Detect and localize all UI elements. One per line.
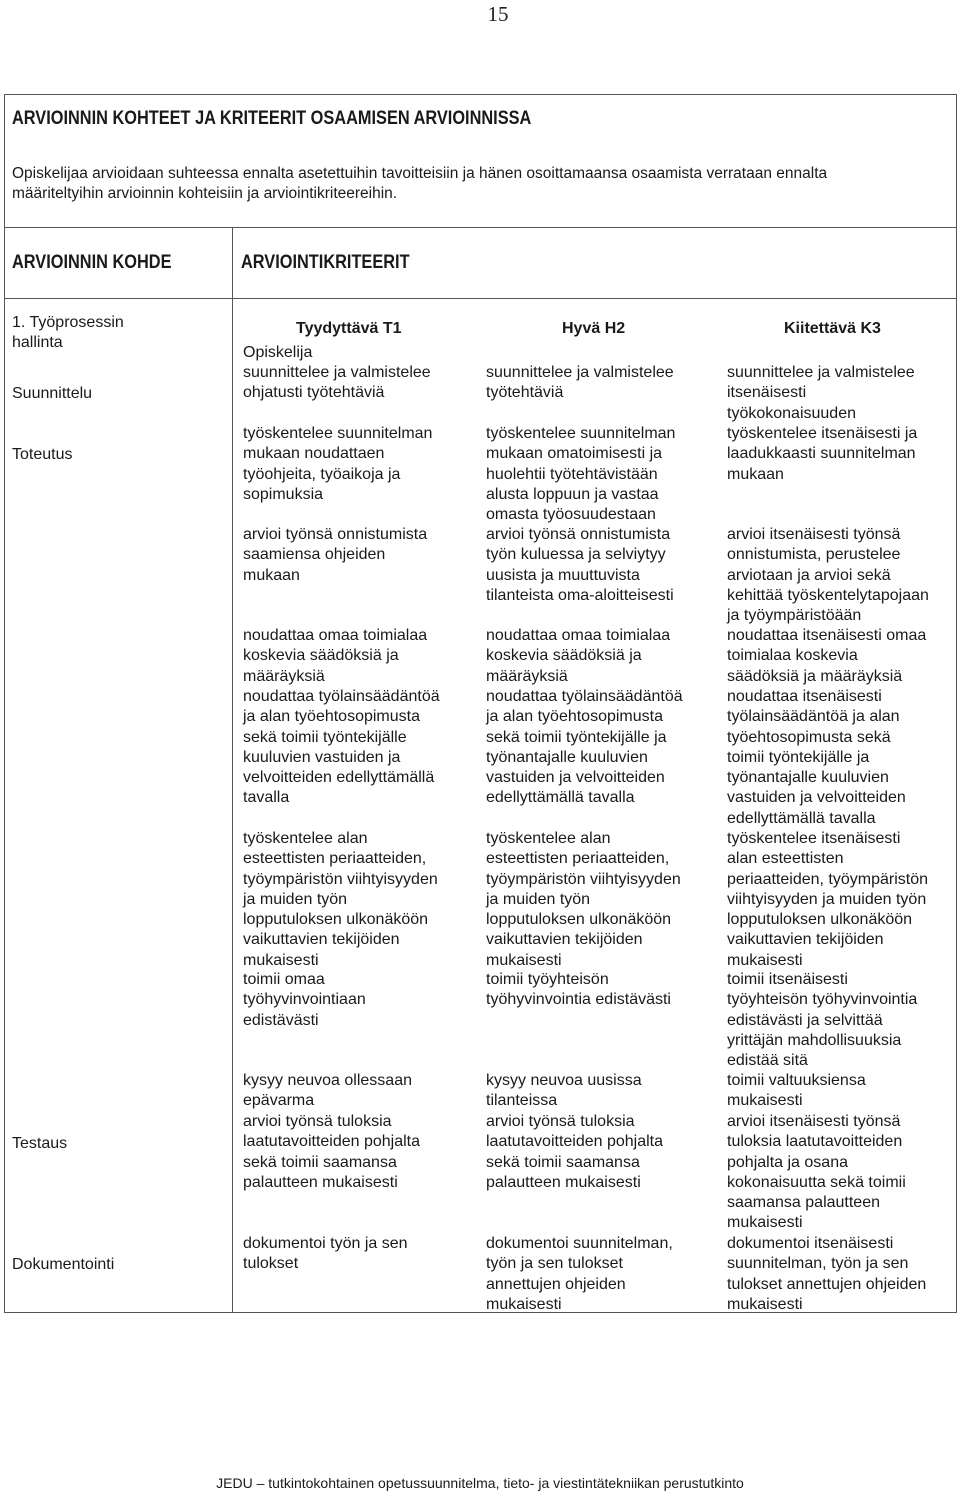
k3-wellbeing: toimii itsenäisesti työyhteisön työhyvinvointia edistävästi ja selvittää yrittäjän mahdollisuuksia edistää sitä xyxy=(727,971,918,1069)
level-header-k3: Kiitettävä K3 xyxy=(784,320,881,337)
t1-documentation: dokumentoi työn ja sen tulokset xyxy=(243,1235,408,1273)
k3-self-eval: arvioi itsenäisesti työnsä onnistumista, perustelee arviotaan ja arvioi sekä kehittää työskentelytapojaan ja työympäristöään xyxy=(727,526,929,624)
k3-planning: suunnittelee ja valmistelee itsenäisesti työkokonaisuuden xyxy=(727,364,915,422)
criteria-column-header: ARVIOINTIKRITEERIT xyxy=(241,252,410,273)
k3-labour-law: noudattaa itsenäisesti työlainsäädäntöä ja alan työehtosopimusta sekä toimii työntekijälle ja työnantajalle kuuluvien vastuiden ja velvoitteiden edellyttämällä tavalla xyxy=(727,688,906,827)
h2-work-plan: työskentelee suunnitelman mukaan omatoimisesti ja huolehtii työtehtävistään alusta loppuun ja vastaa omasta työosuudestaan xyxy=(486,425,676,523)
h2-planning: suunnittelee ja valmistelee työtehtäviä xyxy=(486,364,674,402)
h2-advice: kysyy neuvoa uusissa tilanteissa xyxy=(486,1072,642,1110)
intro-line: määriteltyihin arvioinnin kohteisiin ja arviointikriteereihin. xyxy=(12,185,398,202)
k3-work-plan: työskentelee itsenäisesti ja laadukkaasti suunnitelman mukaan xyxy=(727,425,918,483)
t1-planning: suunnittelee ja valmistelee ohjatusti työtehtäviä xyxy=(243,364,431,402)
intro-text xyxy=(12,164,947,204)
target-main xyxy=(12,313,222,353)
t1-work-plan: työskentelee suunnitelman mukaan noudattaen työohjeita, työaikoja ja sopimuksia xyxy=(243,425,433,503)
level-header-h2: Hyvä H2 xyxy=(562,320,626,337)
t1-wellbeing: toimii omaa työhyvinvointiaan edistävästi xyxy=(243,971,366,1029)
t1-advice: kysyy neuvoa ollessaan epävarma xyxy=(243,1072,412,1110)
target-main-line: hallinta xyxy=(12,334,63,351)
t1-accessibility: työskentelee alan esteettisten periaatteiden, työympäristön viihtyisyyden ja muiden työn lopputuloksen ulkonäköön vaikuttavien tekijöiden mukaisesti xyxy=(243,830,438,969)
table-rule-header xyxy=(4,298,957,299)
k3-regulations: noudattaa itsenäisesti omaa toimialaa koskevia säädöksiä ja määräyksiä xyxy=(727,627,927,685)
level-header-t1: Tyydyttävä T1 xyxy=(296,320,402,337)
h2-regulations: noudattaa omaa toimialaa koskevia säädöksiä ja määräyksiä xyxy=(486,627,671,685)
table-rule-column xyxy=(232,227,233,1313)
t1-self-eval: arvioi työnsä onnistumista saamiensa ohjeiden mukaan xyxy=(243,526,428,584)
target-testing: Testaus xyxy=(12,1135,68,1152)
section-heading: ARVIOINNIN KOHTEET JA KRITEERIT OSAAMISEN ARVIOINNISSA xyxy=(12,108,532,129)
k3-advice: toimii valtuuksiensa mukaisesti xyxy=(727,1072,866,1110)
h2-result-eval: arvioi työnsä tuloksia laatutavoitteiden pohjalta sekä toimii saamansa palautteen mukaisesti xyxy=(486,1113,664,1191)
target-documenting: Dokumentointi xyxy=(12,1256,115,1273)
h2-accessibility: työskentelee alan esteettisten periaatteiden, työympäristön viihtyisyyden ja muiden työn lopputuloksen ulkonäköön vaikuttavien tekijöiden mukaisesti xyxy=(486,830,681,969)
k3-documentation: dokumentoi itsenäisesti suunnitelman, työn ja sen tulokset annettujen ohjeiden mukaisesti xyxy=(727,1235,927,1313)
h2-labour-law: noudattaa työlainsäädäntöä ja alan työehtosopimusta sekä toimii työntekijälle ja työnantajalle kuuluvien vastuiden ja velvoitteiden edellyttämällä tavalla xyxy=(486,688,683,807)
page-footer: JEDU – tutkintokohtainen opetussuunnitelma, tieto- ja viestintätekniikan perustutkinto xyxy=(216,1475,744,1491)
target-main-line: 1. Työprosessin xyxy=(12,314,124,331)
t1-result-eval: arvioi työnsä tuloksia laatutavoitteiden pohjalta sekä toimii saamansa palautteen mukaisesti xyxy=(243,1113,421,1191)
target-planning: Suunnittelu xyxy=(12,385,93,402)
h2-documentation: dokumentoi suunnitelman, työn ja sen tulokset annettujen ohjeiden mukaisesti xyxy=(486,1235,673,1313)
target-execution: Toteutus xyxy=(12,446,73,463)
student-label: Opiskelija xyxy=(243,344,313,361)
k3-result-eval: arvioi itsenäisesti työnsä tuloksia laatutavoitteiden pohjalta ja osana kokonaisuutta sekä toimii saamansa palautteen mukaisesti xyxy=(727,1113,906,1232)
t1-regulations: noudattaa omaa toimialaa koskevia säädöksiä ja määräyksiä xyxy=(243,627,428,685)
t1-labour-law: noudattaa työlainsäädäntöä ja alan työehtosopimusta sekä toimii työntekijälle kuuluvien vastuiden ja velvoitteiden edellyttämällä tavalla xyxy=(243,688,440,807)
table-rule-top xyxy=(4,227,957,228)
page-number: 15 xyxy=(487,2,509,26)
k3-accessibility: työskentelee itsenäisesti alan esteettisten periaatteiden, työympäristön viihtyisyyden ja muiden työn lopputuloksen ulkonäköön vaikuttavien tekijöiden mukaisesti xyxy=(727,830,928,969)
h2-self-eval: arvioi työnsä onnistumista työn kuluessa ja selviytyy uusista ja muuttuvista tilanteista oma-aloitteisesti xyxy=(486,526,674,604)
target-column-header: ARVIOINNIN KOHDE xyxy=(12,252,172,273)
intro-line: Opiskelijaa arvioidaan suhteessa ennalta asetettuihin tavoitteisiin ja hänen osoittamaansa osaamista verrataan ennalta xyxy=(12,165,828,182)
h2-wellbeing: toimii työyhteisön työhyvinvointia edistävästi xyxy=(486,971,671,1009)
